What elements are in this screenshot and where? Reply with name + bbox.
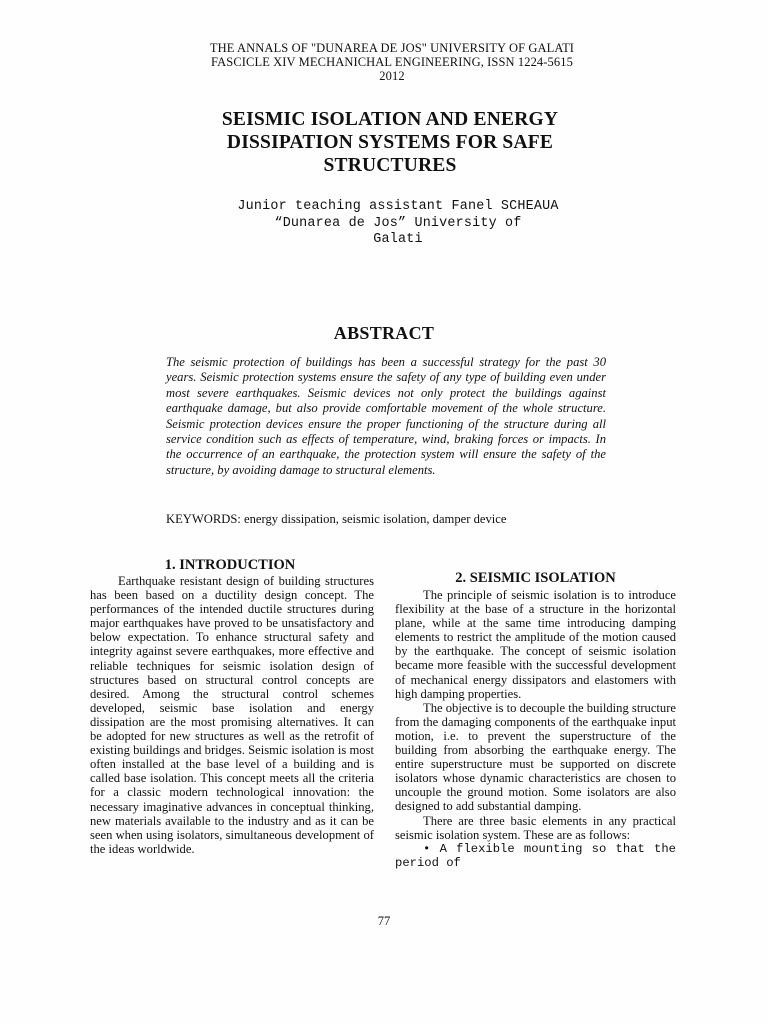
- author-block: [196, 199, 600, 249]
- author-affiliation: “Dunarea de Jos” University of: [274, 215, 522, 231]
- section-heading-seismic-isolation: 2. SEISMIC ISOLATION: [455, 570, 616, 586]
- left-column: [90, 557, 374, 856]
- journal-header-line2: FASCICLE XIV MECHANICHAL ENGINEERING, ISSN 1224-5615: [211, 55, 573, 69]
- seismic-isolation-paragraph-3: There are three basic elements in any practical seismic isolation system. These are as follows:: [395, 813, 676, 842]
- keywords: KEYWORDS: energy dissipation, seismic isolation, damper device: [166, 512, 507, 526]
- section-heading-introduction: 1. INTRODUCTION: [164, 557, 296, 573]
- paper-title-line2: DISSIPATION SYSTEMS FOR SAFE: [226, 132, 554, 153]
- abstract-heading: ABSTRACT: [333, 323, 435, 343]
- introduction-paragraph: Earthquake resistant design of building structures has been based on a ductility design concept. The performances of the intended ductile structures during major earthquakes have proved to be unsatisfactory and below expectation. To enhance structural safety and integrity against severe earthquakes, more effective and reliable techniques for seismic isolation design of structures based on structural control concepts are desired. Among the structural control schemes developed, seismic base isolation and energy dissipation are the most promising alternatives. It can be adopted for new structures as well as the retrofit of existing buildings and bridges. Seismic isolation is most often installed at the base level of a building and is called base isolation. This concept meets all the criteria for a classic modern technological innovation: the necessary imaginative advances in conceptual thinking, new materials available to the industry and as it can be seen when using isolators, simultaneous development of the ideas worldwide.: [90, 574, 374, 856]
- seismic-isolation-bullet-1: • A flexible mounting so that the period of: [395, 841, 676, 870]
- author-affiliation-city: Galati: [373, 232, 423, 247]
- journal-header-line1: THE ANNALS OF "DUNAREA DE JOS" UNIVERSITY OF GALATI: [209, 41, 575, 55]
- author-name: Junior teaching assistant Fanel SCHEAUA: [237, 199, 559, 214]
- seismic-isolation-paragraph-1: The principle of seismic isolation is to introduce flexibility at the base of a structure in the horizontal plane, while at the same time introducing damping elements to restrict the amplitude of the motion caused by the earthquake. The concept of seismic isolation became more feasible with the successful development of mechanical energy dissipators and elastomers with high damping properties.: [395, 588, 676, 701]
- paper-title: [180, 108, 600, 177]
- paper-title-line3: STRUCTURES: [323, 155, 457, 176]
- page-number: 77: [377, 914, 391, 928]
- journal-header: [150, 41, 634, 83]
- right-column: [395, 570, 676, 870]
- seismic-isolation-paragraph-2: The objective is to decouple the building structure from the damaging components of the earthquake input motion, i.e. to prevent the superstructure of the building from absorbing the earthquake energy. The entire superstructure must be supported on discrete isolators whose dynamic characteristics are chosen to uncouple the ground motion. Some isolators are also designed to add substantial damping.: [395, 700, 676, 814]
- paper-title-line1: SEISMIC ISOLATION AND ENERGY: [221, 109, 559, 130]
- abstract-text: The seismic protection of buildings has been a successful strategy for the past 30 years. Seismic protection systems ensure the safety of any type of building even under most severe earthquakes. Seismic devices not only protect the buildings against earthquake damage, but also provide comfortable movement of the whole structure. Seismic protection devices ensure the proper functioning of the structure during all service condition such as effects of temperature, wind, braking forces or impacts. In the occurrence of an earthquake, the protection system will ensure the safety of the structure, by avoiding damage to structural elements.: [166, 355, 606, 477]
- journal-header-year: 2012: [379, 69, 405, 83]
